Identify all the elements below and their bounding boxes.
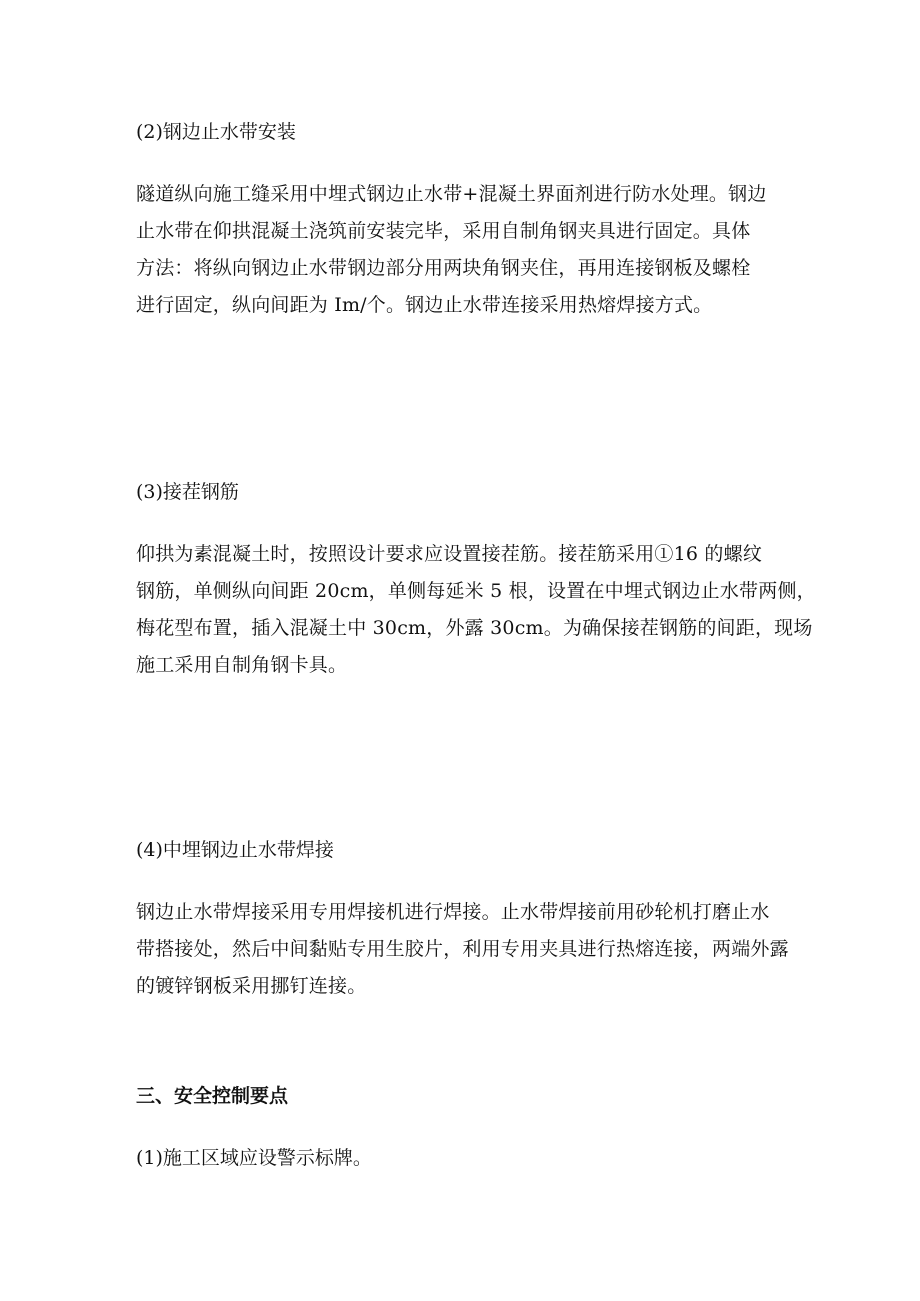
section-heading-4: (4)中埋钢边止水带焊接 [136,839,334,861]
section-heading-3: (3)接茬钢筋 [136,481,239,503]
body-line: 隧道纵向施工缝采用中埋式钢边止水带+混凝土界面剂进行防水处理。钢边 [136,183,767,205]
chapter-heading: 三、安全控制要点 [136,1085,289,1107]
section-heading-2: (2)钢边止水带安装 [136,121,296,143]
section-body-2 [136,176,796,324]
body-line: 梅花型布置，插入混凝土中 30cm，外露 30cm。为确保接茬钢筋的间距，现场 [136,617,813,639]
body-line: 仰拱为素混凝土时，按照设计要求应设置接茬筋。接茬筋采用①16 的螺纹 [136,543,763,565]
body-line: 钢边止水带焊接采用专用焊接机进行焊接。止水带焊接前用砂轮机打磨止水 [136,901,770,923]
body-line: 带搭接处，然后中间黏贴专用生胶片，利用专用夹具进行热熔连接，两端外露 [136,938,789,960]
body-line: 钢筋，单侧纵向间距 20cm，单侧每延米 5 根，设置在中埋式钢边止水带两侧， [136,580,816,602]
body-line: 的镀锌钢板采用挪钉连接。 [136,975,367,997]
body-line: 方法：将纵向钢边止水带钢边部分用两块角钢夹住，再用连接钢板及螺栓 [136,257,751,279]
body-line: 进行固定，纵向间距为 Im/个。钢边止水带连接采用热熔焊接方式。 [136,294,713,316]
body-line: 施工采用自制角钢卡具。 [136,654,348,676]
section-body-4 [136,894,796,1005]
safety-item-1: (1)施工区域应设警示标牌。 [136,1147,372,1169]
body-line: 止水带在仰拱混凝土浇筑前安装完毕，采用自制角钢夹具进行固定。具体 [136,220,751,242]
section-body-3 [136,536,816,684]
